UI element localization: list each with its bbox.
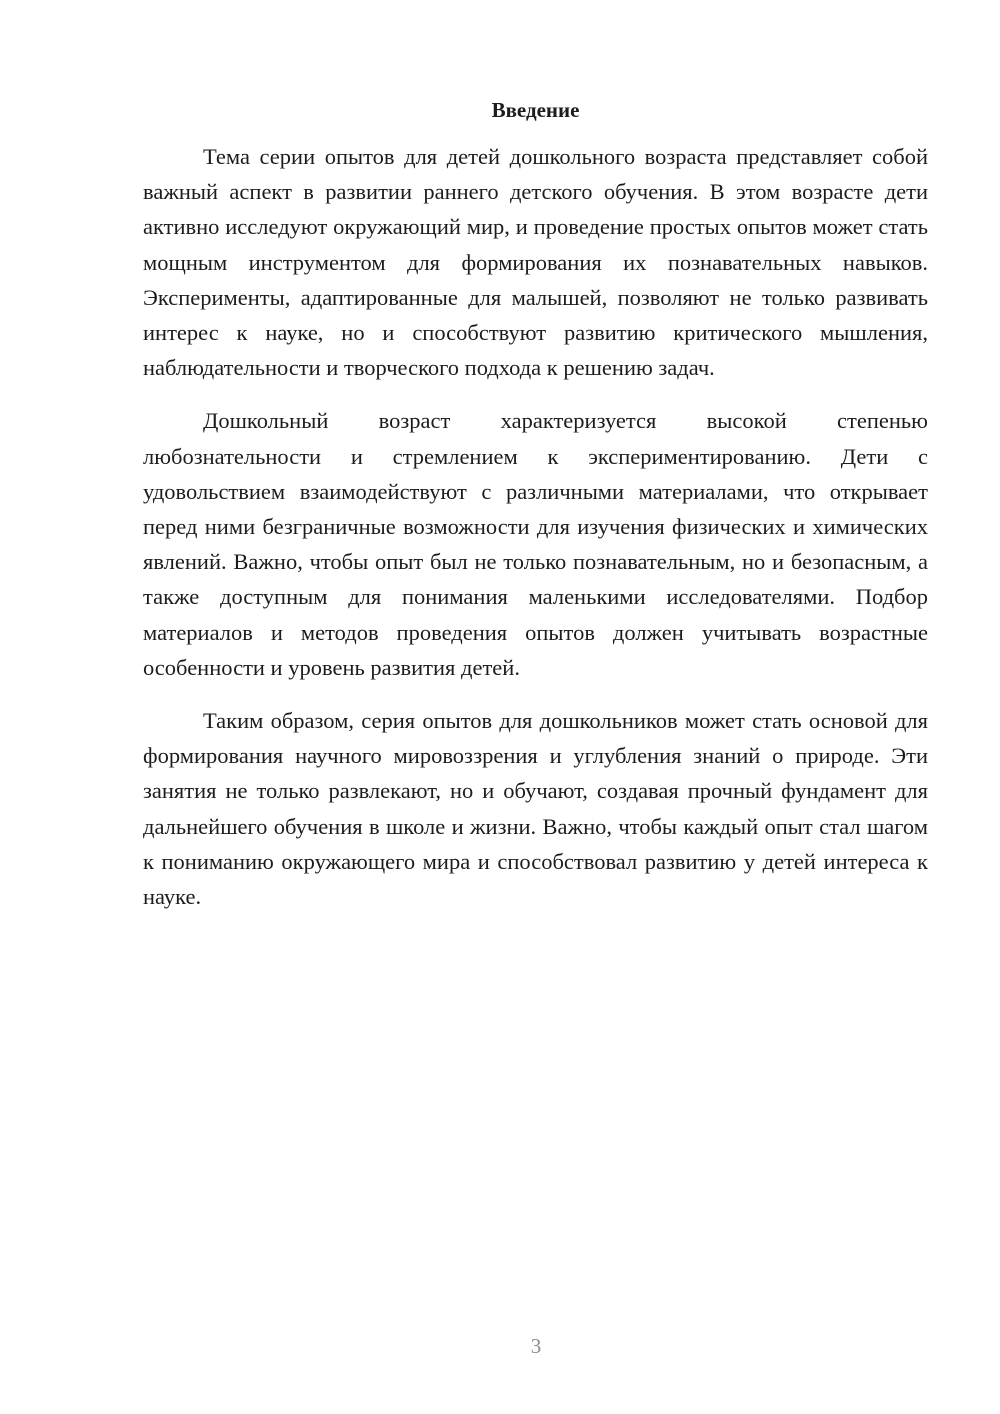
- section-heading: Введение: [491, 98, 580, 122]
- paragraph-2: Дошкольный возраст характеризуется высокой степенью любознательности и стремлением к экспериментированию. Дети с удовольствием взаимодействуют с различными материалами, что открывает перед ними безграничные возможности для изучения физических и химических явлений. Важно, чтобы опыт был не только познавательным, но и безопасным, а также доступным для понимания маленькими исследователями. Подбор материалов и методов проведения опытов должен учитывать возрастные особенности и уровень развития детей.: [143, 408, 928, 680]
- paragraph-3: Таким образом, серия опытов для дошкольников может стать основой для формирования научного мировоззрения и углубления знаний о природе. Эти занятия не только развлекают, но и обучают, создавая прочный фундамент для дальнейшего обучения в школе и жизни. Важно, чтобы каждый опыт стал шагом к пониманию окружающего мира и способствовал развитию у детей интереса к науке.: [143, 708, 928, 910]
- page-number: 3: [530, 1334, 542, 1358]
- page-content: [143, 96, 928, 914]
- paragraph-1: Тема серии опытов для детей дошкольного возраста представляет собой важный аспект в развитии раннего детского обучения. В этом возрасте дети активно исследуют окружающий мир, и проведение простых опытов может стать мощным инструментом для формирования их познавательных навыков. Эксперименты, адаптированные для малышей, позволяют не только развивать интерес к науке, но и способствуют развитию критического мышления, наблюдательности и творческого подхода к решению задач.: [143, 144, 928, 381]
